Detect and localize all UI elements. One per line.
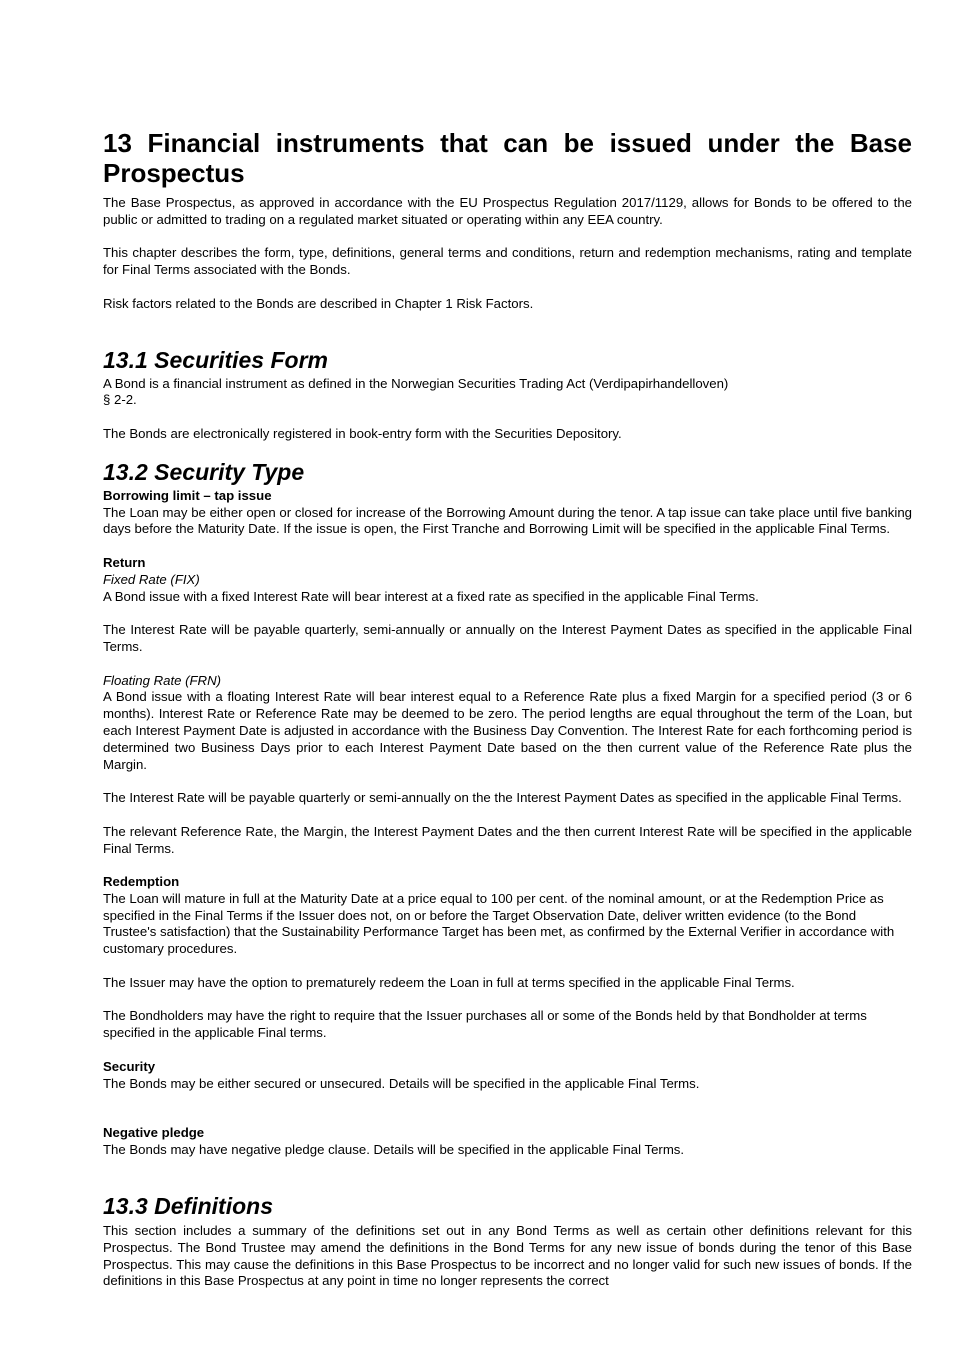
- subheading-return: Return: [103, 554, 146, 570]
- subheading-fixed-rate: Fixed Rate (FIX): [103, 571, 200, 587]
- security-paragraph: The Bonds may be either secured or unsecured. Details will be specified in the applicable Final Terms.: [103, 1075, 700, 1091]
- securities-form-line: § 2-2.: [103, 392, 137, 408]
- floating-rate-paragraph: The Interest Rate will be payable quarterly or semi-annually on the the Interest Payment Dates as specified in the applicable Final Terms.: [103, 790, 902, 806]
- fixed-rate-paragraph: A Bond issue with a fixed Interest Rate will bear interest at a fixed rate as specified in the applicable Final Terms.: [103, 588, 759, 604]
- section-heading-securities-form: 13.1 Securities Form: [103, 346, 328, 373]
- negative-pledge-paragraph: The Bonds may have negative pledge clause. Details will be specified in the applicable Final Terms.: [103, 1142, 685, 1158]
- subheading-floating-rate: Floating Rate (FRN): [103, 672, 221, 688]
- subheading-borrowing-limit: Borrowing limit – tap issue: [103, 487, 272, 503]
- intro-paragraph: This chapter describes the form, type, definitions, general terms and conditions, return and redemption mechanisms, rating and template for Final Terms associated with the Bonds.: [103, 245, 912, 278]
- section-heading-security-type: 13.2 Security Type: [103, 458, 305, 485]
- floating-rate-paragraph: The relevant Reference Rate, the Margin, the Interest Payment Dates and the then current Interest Rate will be specified in the applicable Final Terms.: [103, 823, 912, 856]
- chapter-title: 13 Financial instruments that can be issued under the Base Prospectus: [103, 128, 912, 188]
- securities-form-line: A Bond is a financial instrument as defined in the Norwegian Securities Trading Act (Verdipapirhandelloven): [103, 375, 729, 391]
- section-heading-definitions: 13.3 Definitions: [103, 1193, 273, 1220]
- redemption-paragraph: The Issuer may have the option to prematurely redeem the Loan in full at terms specified in the applicable Final Terms.: [103, 974, 795, 990]
- securities-form-paragraph: The Bonds are electronically registered in book-entry form with the Securities Depository.: [103, 425, 622, 441]
- securities-form-paragraph: [103, 376, 912, 410]
- subheading-security: Security: [103, 1058, 156, 1074]
- definitions-paragraph: This section includes a summary of the definitions set out in any Bond Terms as well as certain other definitions relevant for this Prospectus. The Bond Trustee may amend the definitions in the Bond Terms for any new issue of bonds during the tenor of this Base Prospectus. This may cause the definitions in this Base Prospectus to be incorrect and no longer valid for such new issues of bonds. If the definitions in this Base Prospectus at any point in time no longer represents the correct: [103, 1223, 912, 1289]
- page-content: [103, 128, 912, 1290]
- redemption-paragraph: The Bondholders may have the right to require that the Issuer purchases all or some of the Bonds held by that Bondholder at terms specified in the applicable Final terms.: [103, 1008, 867, 1041]
- redemption-paragraph: The Loan will mature in full at the Maturity Date at a price equal to 100 per cent. of the nominal amount, or at the Redemption Price as specified in the Final Terms if the Issuer does not, on or before the Target Observation Date, deliver written evidence (to the Bond Trustee's satisfaction) that the Sustainability Performance Target has been met, as confirmed by the External Verifier in accordance with customary procedures.: [103, 890, 895, 957]
- fixed-rate-paragraph: The Interest Rate will be payable quarterly, semi-annually or annually on the Interest Payment Dates as specified in the applicable Final Terms.: [103, 622, 912, 654]
- intro-paragraph: Risk factors related to the Bonds are described in Chapter 1 Risk Factors.: [103, 295, 534, 311]
- subheading-negative-pledge: Negative pledge: [103, 1125, 205, 1141]
- floating-rate-paragraph: A Bond issue with a floating Interest Rate will bear interest equal to a Reference Rate plus a fixed Margin for a specified period (3 or 6 months). Interest Rate or Reference Rate may be deemed to be zero. The period lengths are equal throughout the term of the Loan, but each Interest Payment Date is adjusted in accordance with the Business Day Convention. The Interest Rate for each forthcoming period is determined two Business Days prior to each Interest Payment Date based on the then current value of the Reference Rate plus the Margin.: [103, 689, 912, 772]
- subheading-redemption: Redemption: [103, 874, 180, 890]
- borrowing-limit-paragraph: The Loan may be either open or closed for increase of the Borrowing Amount during the tenor. A tap issue can take place until five banking days before the Maturity Date. If the issue is open, the First Tranche and Borrowing Limit will be specified in the applicable Final Terms.: [103, 504, 912, 537]
- intro-paragraph: The Base Prospectus, as approved in accordance with the EU Prospectus Regulation 2017/1129, allows for Bonds to be offered to the public or admitted to trading on a regulated market situated or operating within any EEA country.: [103, 195, 912, 227]
